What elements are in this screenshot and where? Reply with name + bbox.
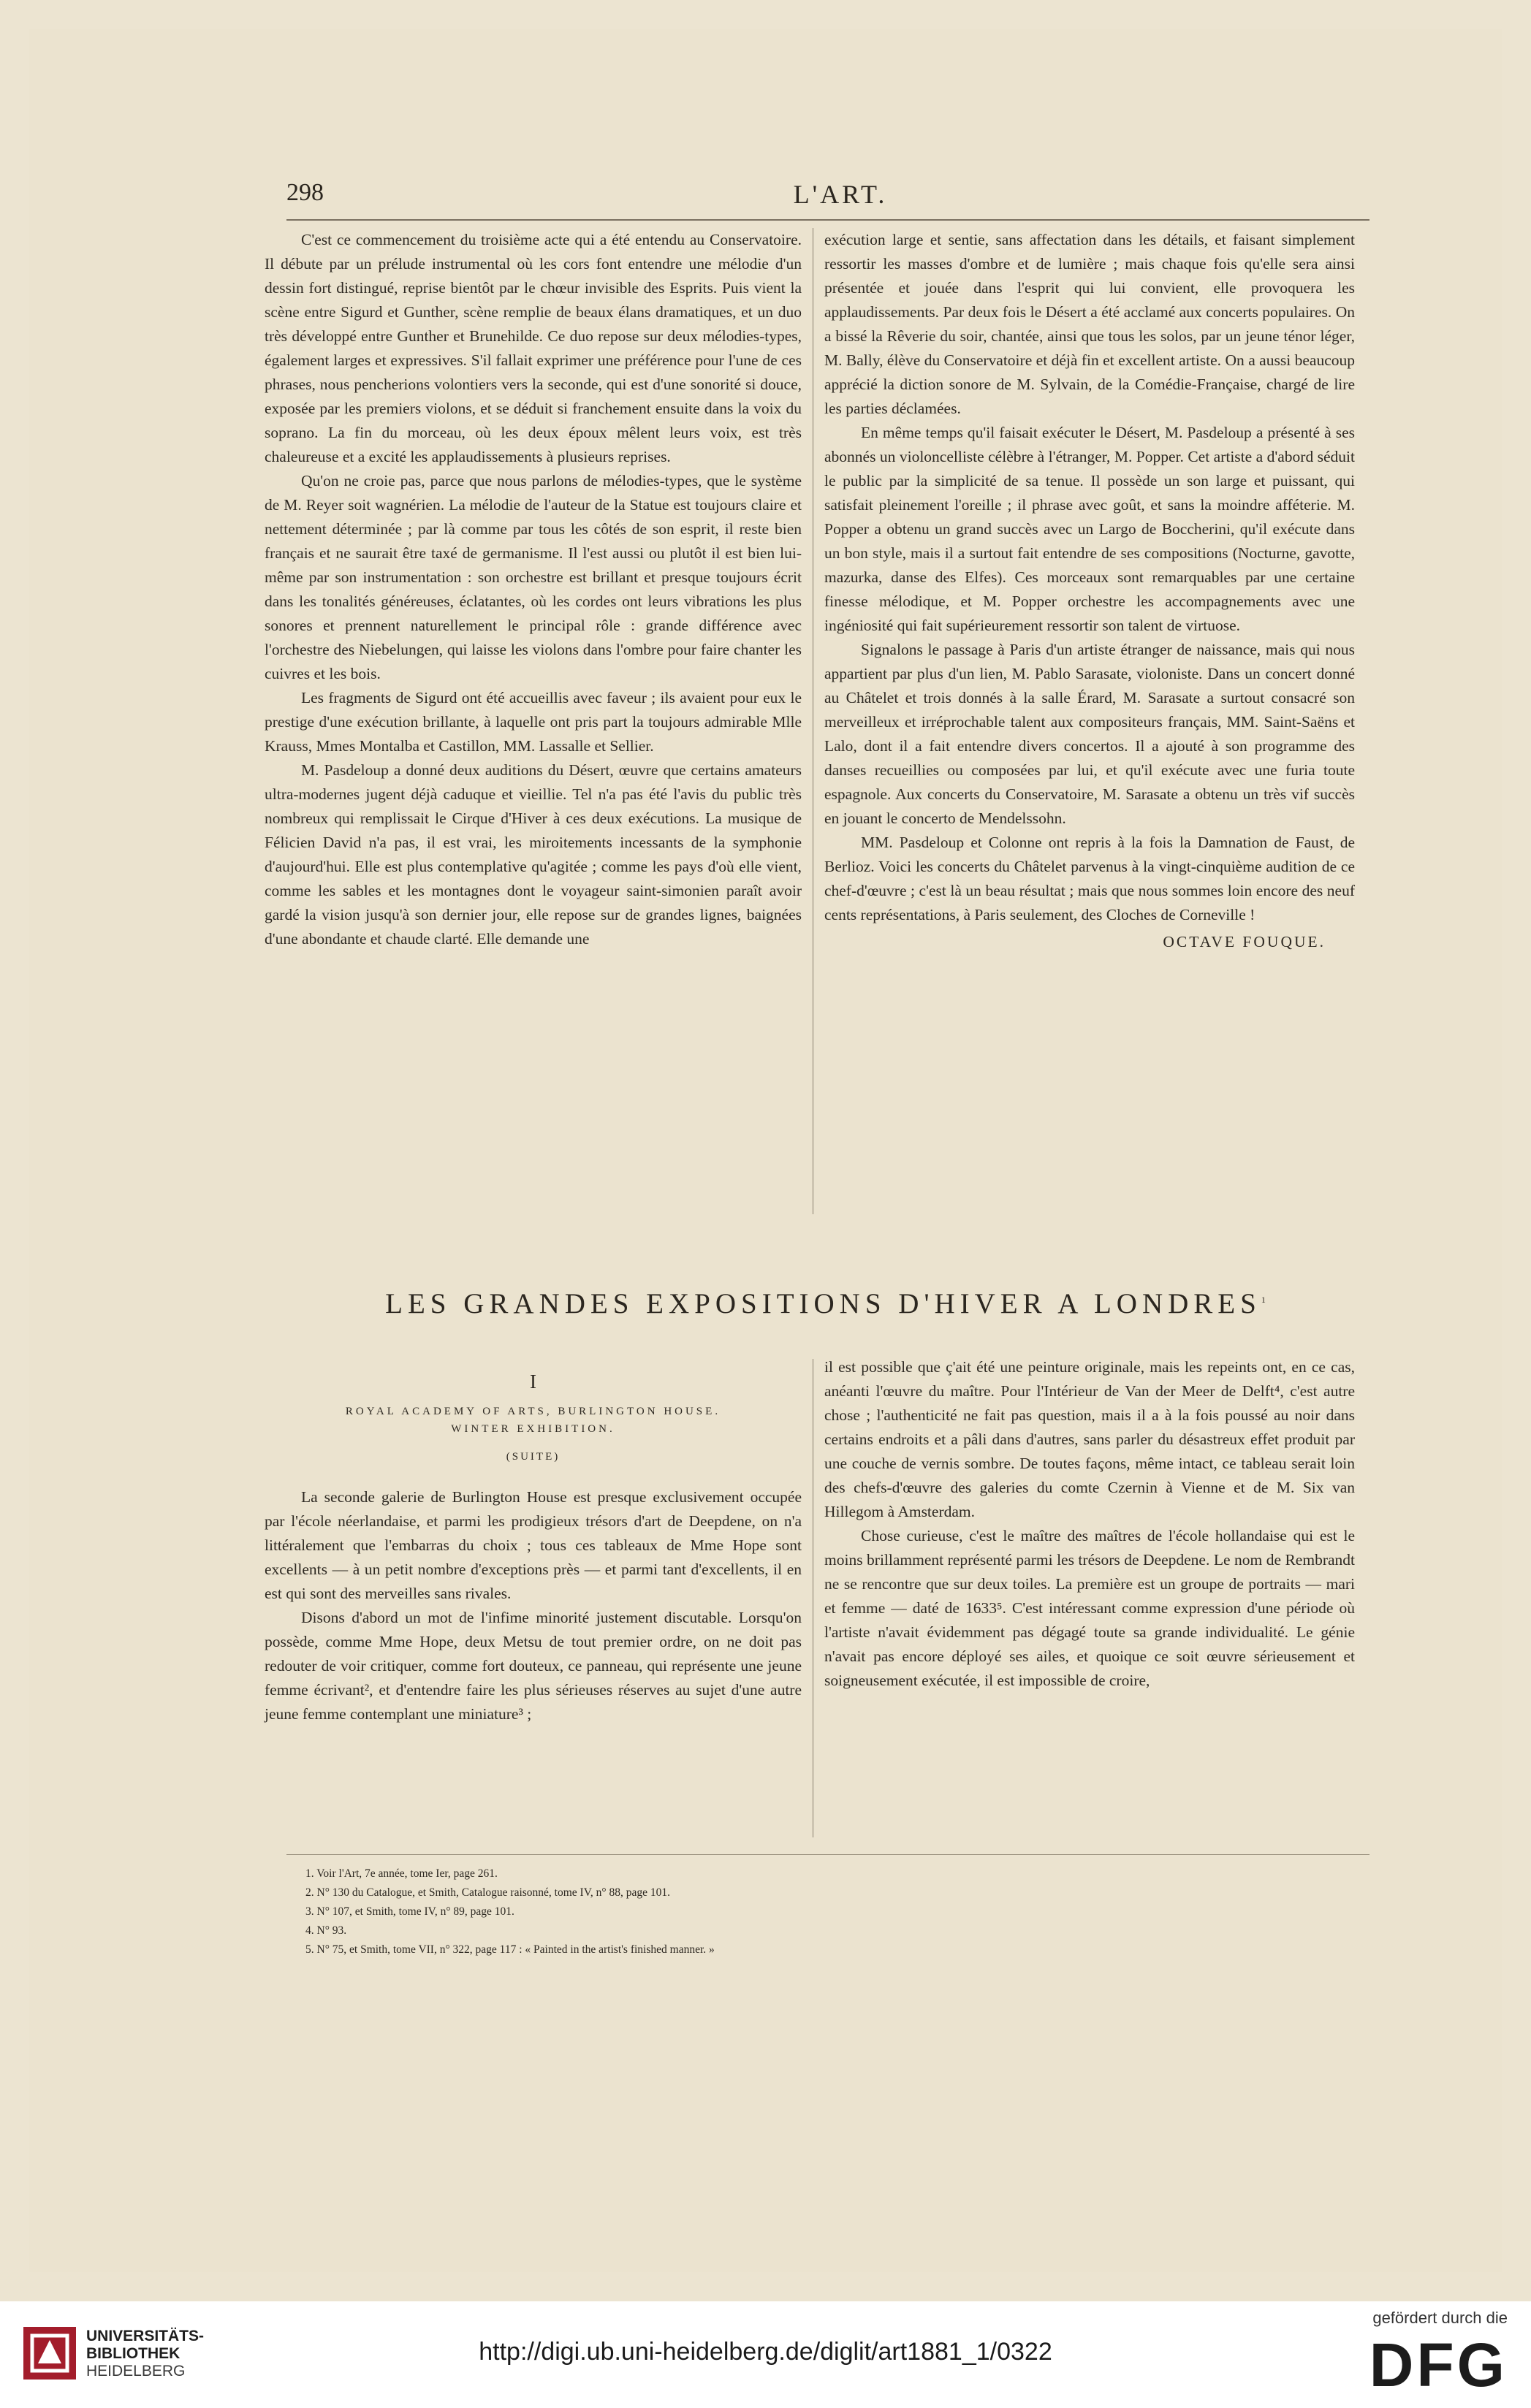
paragraph: MM. Pasdeloup et Colonne ont repris à la fois la Damnation de Faust, de Berlioz. Voici les concerts du Châtelet parvenus à la vingt-cinquième audition de ce chef-d'œuvre ; c'est là un beau résultat ; mais que nous sommes loin encore des neuf cents représentations, à Paris seulement, des Cloches de Corneville ! bbox=[824, 834, 1355, 923]
footnote: 2. N° 130 du Catalogue, et Smith, Catalogue raisonné, tome IV, n° 88, page 101. bbox=[305, 1886, 670, 1899]
paragraph: En même temps qu'il faisait exécuter le Désert, M. Pasdeloup a présenté à ses abonnés un violoncelliste célèbre à l'étranger, M. Popper. Cet artiste a d'abord séduit le public par la simplicité de sa tenue. Il possède un son large et puissant, qui satisfait pleinement l'oreille ; il phrase avec goût, et sans la moindre afféterie. M. Popper a obtenu un grand succès avec un Largo de Boccherini, qu'il exécute dans un bon style, mais il a surtout fait entendre de ses compositions (Nocturne, gavotte, mazurka, danse des Elfes). Ces morceaux sont remarquables par une certaine finesse mélodique, et M. Popper orchestre les accompagnements avec une ingéniosité qui fait supérieurement ressortir son talent de virtuose. bbox=[824, 424, 1355, 634]
paragraph: exécution large et sentie, sans affectation dans les détails, et faisant simplement ressortir les masses d'ombre et de lumière ; mais chaque fois qu'elle sera ainsi présentée et jouée dans l'esprit qui lui convient, elle provoquera les applaudissements. Par deux fois le Désert a été acclamé aux concerts populaires. On a bissé la Rêverie du soir, chantée, ainsi que tous les solos, par un jeune ténor léger, M. Bally, élève du Conservatoire et déjà fin et excellent artiste. On a aussi beaucoup apprécié la diction sonore de M. Sylvain, de la Comédie-Française, chargé de lire les parties déclamées. bbox=[824, 231, 1355, 417]
section-title bbox=[286, 1287, 1369, 1320]
paragraph: il est possible que ç'ait été une peinture originale, mais les repeints ont, en ce cas, anéanti l'œuvre du maître. Pour l'Intérieur de Van der Meer de Delft⁴, c'est autre chose ; l'authenticité ne fait pas question, mais il a à la fois poussé au noir dans certains endroits et a pâli dans d'autres, sans parler du désastreux effet produit par une couche de vernis sombre. De toutes façons, même intact, ce tableau serait loin des chefs-d'œuvre des galeries du comte Czernin à Vienne et de M. Six van Hillegom à Amsterdam. bbox=[824, 1358, 1355, 1520]
paragraph: Chose curieuse, c'est le maître des maîtres de l'école hollandaise qui est le moins brillamment représenté parmi les trésors de Deepdene. Le nom de Rembrandt ne se rencontre que sur deux toiles. La première est un groupe de portraits — mari et femme — daté de 1633⁵. C'est intéressant comme expression d'une période où l'artiste n'avait évidemment pas dégagé toute sa grande individualité. Le génie n'avait pas encore déployé ses ailes, et quoique ce soit œuvre sérieusement et soigneusement exécutée, il est impossible de croire, bbox=[824, 1527, 1355, 1689]
footnote: 5. N° 75, et Smith, tome VII, n° 322, page 117 : « Painted in the artist's finished manner. » bbox=[305, 1943, 715, 1956]
logo-line: HEIDELBERG bbox=[86, 2363, 186, 2380]
logo-line: UNIVERSITÄTS- bbox=[86, 2328, 205, 2344]
permalink-url[interactable]: http://digi.ub.uni-heidelberg.de/diglit/art1881_1/0322 bbox=[479, 2338, 1052, 2366]
author-signature: OCTAVE FOUQUE. bbox=[1163, 933, 1326, 950]
footnotes bbox=[305, 1864, 1255, 1959]
footnote: 3. N° 107, et Smith, tome IV, n° 89, page 101. bbox=[305, 1905, 514, 1918]
paragraph: M. Pasdeloup a donné deux auditions du Désert, œuvre que certains amateurs ultra-modernes jugent déjà caduque et vieillie. Tel n'a pas été l'avis du public très nombreux qui remplissait le Cirque d'Hiver à ces deux exécutions. La musique de Félicien David n'a pas, il est vrai, les miroitements incessants de la symphonie d'aujourd'hui. Elle est plus contemplative qu'agitée ; comme les pays d'où elle vient, comme les sables et les montagnes dont le voyageur saint-simonien paraît avoir gardé la vision jusqu'à son dernier jour, elle repose sur de grandes lignes, baignées d'une abondante et chaude clarté. Elle demande une bbox=[265, 761, 802, 948]
paragraph: C'est ce commencement du troisième acte qui a été entendu au Conservatoire. Il débute par un prélude instrumental où les cors font entendre une mélodie d'un dessin fort distingué, reprise bientôt par le chœur invisible des Esprits. Puis vient la scène entre Sigurd et Gunther, scène remplie de beaux élans dramatiques, et un duo très développé entre Gunther et Brunehilde. Ce duo repose sur deux mélodies-types, également larges et expressives. S'il fallait exprimer une préférence pour l'une de ces phrases, nous pencherions volontiers vers la seconde, qui est d'une sonorité si douce, exposée par les premiers violons, et se déduit si franchement ensuite dans la voix du soprano. La fin du morceau, où les deux époux mêlent leurs voix, est très chaleureuse et a excité les applaudissements à plusieurs reprises. bbox=[265, 231, 802, 465]
header-rule bbox=[286, 219, 1369, 221]
section-title-text: LES GRANDES EXPOSITIONS D'HIVER A LONDRES bbox=[385, 1288, 1261, 1319]
column-4 bbox=[824, 1355, 1355, 1693]
section-title-footnote-mark: 1 bbox=[1261, 1295, 1271, 1305]
paragraph: Signalons le passage à Paris d'un artiste étranger de naissance, mais qui nous appartient par plus d'un lien, M. Pablo Sarasate, violoniste. Dans un concert donné au Châtelet et trois donnés à la salle Érard, M. Sarasate a surtout consacré son merveilleux et irréprochable talent aux compositeurs français, MM. Saint-Saëns et Lalo, dont il a fait entendre divers concertos. Il a ajouté à son programme des danses recueillies ou composées par lui, et qu'il exécute avec une furia toute espagnole. Aux concerts du Conservatoire, M. Sarasate a obtenu un très vif succès en jouant le concerto de Mendelssohn. bbox=[824, 641, 1355, 827]
section-number: I bbox=[530, 1371, 536, 1392]
funding-caption: gefördert durch die bbox=[1372, 2309, 1508, 2327]
column-2 bbox=[824, 228, 1355, 954]
journal-title: L'ART. bbox=[793, 180, 888, 209]
logo-line: BIBLIOTHEK bbox=[86, 2345, 181, 2362]
paragraph: La seconde galerie de Burlington House est presque exclusivement occupée par l'école néerlandaise, et parmi les prodigieux trésors d'art de Deepdene, on n'a littéralement que l'embarras du choix ; tous ces tableaux de Mme Hope sont excellents — à un petit nombre d'exceptions près — et parmi tant d'excellents, il en est qui sont des merveilles sans rivales. bbox=[265, 1488, 802, 1602]
column-1 bbox=[265, 228, 802, 951]
dfg-logo[interactable]: DFG bbox=[1369, 2331, 1508, 2399]
paragraph: Qu'on ne croie pas, parce que nous parlons de mélodies-types, que le système de M. Reyer soit wagnérien. La mélodie de l'auteur de la Statue est toujours claire et nettement déterminée ; par là comme par tous les côtés de son esprit, il reste bien français et ne saurait être taxé de germanisme. Il l'est aussi ou plutôt il est bien lui-même par son instrumentation : son orchestre est brillant et presque toujours écrit dans les tonalités généreuses, éclatantes, où les cordes ont leurs vibrations les plus sonores et prennent naturellement le principal rôle : grande différence avec l'orchestre des Niebelungen, qui laisse les violons dans l'ombre pour faire chanter les cuivres et les bois. bbox=[265, 472, 802, 682]
page-number: 298 bbox=[286, 179, 324, 206]
exhibition-heading: WINTER EXHIBITION. bbox=[451, 1423, 615, 1435]
footnote: 1. Voir l'Art, 7e année, tome Ier, page 261. bbox=[305, 1867, 498, 1880]
footnote: 4. N° 93. bbox=[305, 1924, 347, 1937]
venue-heading: ROYAL ACADEMY OF ARTS, BURLINGTON HOUSE. bbox=[345, 1406, 721, 1417]
suite-label: (SUITE) bbox=[506, 1451, 561, 1463]
paragraph: Les fragments de Sigurd ont été accueillis avec faveur ; ils avaient pour eux le prestige d'une exécution brillante, à laquelle ont pris part la toujours admirable Mlle Krauss, Mmes Montalba et Castillon, MM. Lassalle et Sellier. bbox=[265, 689, 802, 755]
column-3 bbox=[265, 1370, 802, 1726]
footnote-rule bbox=[286, 1854, 1369, 1855]
paragraph: Disons d'abord un mot de l'infime minorité justement discutable. Lorsqu'on possède, comme Mme Hope, deux Metsu de tout premier ordre, on ne doit pas redouter de voir critiquer, comme fort douteux, ce panneau, qui représente une jeune femme écrivant², et d'entendre faire les plus sérieuses réserves au sujet d'une autre jeune femme contemplant une miniature³ ; bbox=[265, 1609, 802, 1723]
